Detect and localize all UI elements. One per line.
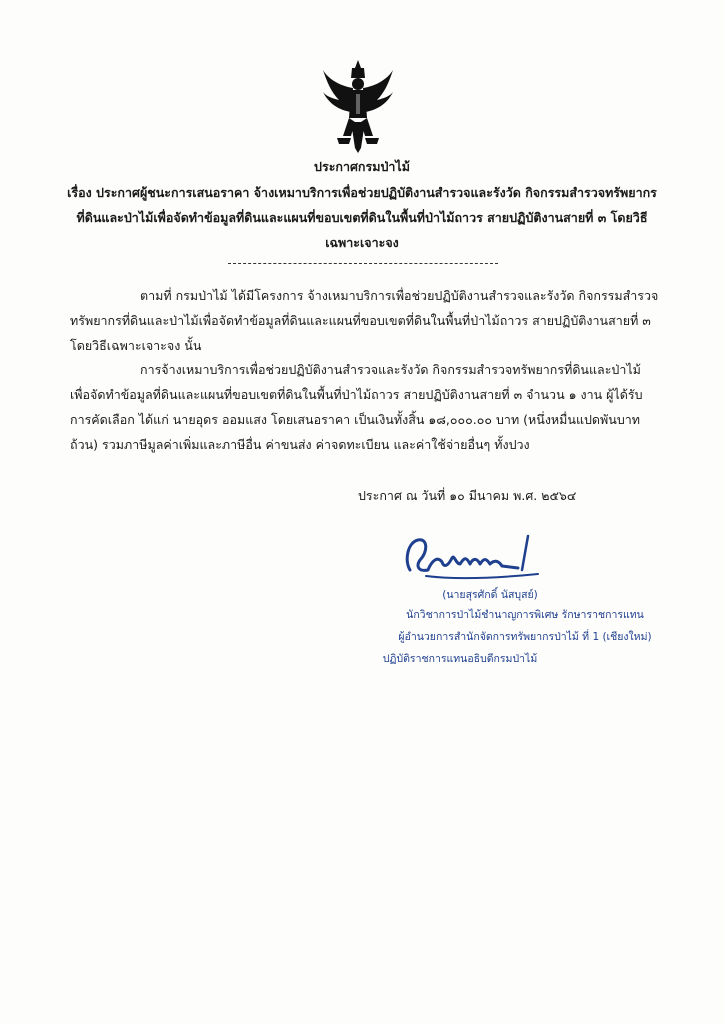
signatory-position-1: นักวิชาการป่าไม้ชำนาญการพิเศษ รักษาราชการแทน xyxy=(406,609,644,621)
announcement-subject: เรื่อง ประกาศผู้ชนะการเสนอราคา จ้างเหมาบริการเพื่อช่วยปฏิบัติงานสำรวจและรังวัด กิจกรรมสำรวจทรัพยากรที่ดินและป่าไม้เพื่อจัดทำข้อมูลที่ดินและแผนที่ขอบเขตที่ดินในพื้นที่ป่าไม้ถาวร สายปฏิบัติงานสายที่ ๓ โดยวิธีเฉพาะเจาะจง xyxy=(67,185,657,250)
signatory-name: (นายสุรศักดิ์ นัสบุสย์) xyxy=(442,589,538,601)
announcement-title: ประกาศกรมป่าไม้ xyxy=(314,159,410,174)
garuda-emblem-icon xyxy=(321,58,395,154)
paragraph-1: ตามที่ กรมป่าไม้ ได้มีโครงการ จ้างเหมาบริการเพื่อช่วยปฏิบัติงานสำรวจและรังวัด กิจกรรมสำรวจทรัพยากรที่ดินและป่าไม้เพื่อจัดทำข้อมูลที่ดินและแผนที่ขอบเขตที่ดินในพื้นที่ป่าไม้ถาวร สายปฏิบัติงานสายที่ ๓ โดยวิธีเฉพาะเจาะจง นั้น xyxy=(70,288,659,353)
paragraph-2: การจ้างเหมาบริการเพื่อช่วยปฏิบัติงานสำรวจและรังวัด กิจกรรมสำรวจทรัพยากรที่ดินและป่าไม้เพื่อจัดทำข้อมูลที่ดินและแผนที่ขอบเขตที่ดินในพื้นที่ป่าไม้ถาวร สายปฏิบัติงานสายที่ ๓ จำนวน ๑ งาน ผู้ได้รับการคัดเลือก ได้แก่ นายอุดร ออมแสง โดยเสนอราคา เป็นเงินทั้งสิ้น ๑๘,๐๐๐.๐๐ บาท (หนึ่งหมื่นแปดพันบาทถ้วน) รวมภาษีมูลค่าเพิ่มและภาษีอื่น ค่าขนส่ง ค่าจดทะเบียน และค่าใช้จ่ายอื่นๆ ทั้งปวง xyxy=(70,362,643,452)
divider xyxy=(228,263,498,264)
handwritten-signature-icon xyxy=(398,530,548,582)
signatory-position-2: ผู้อำนวยการสำนักจัดการทรัพยากรป่าไม้ ที่ 1 (เชียงใหม่) xyxy=(398,631,652,643)
signatory-position-3: ปฏิบัติราชการแทนอธิบดีกรมป่าไม้ xyxy=(382,653,538,665)
date-line: ประกาศ ณ วันที่ ๑๐ มีนาคม พ.ศ. ๒๕๖๔ xyxy=(358,488,577,503)
